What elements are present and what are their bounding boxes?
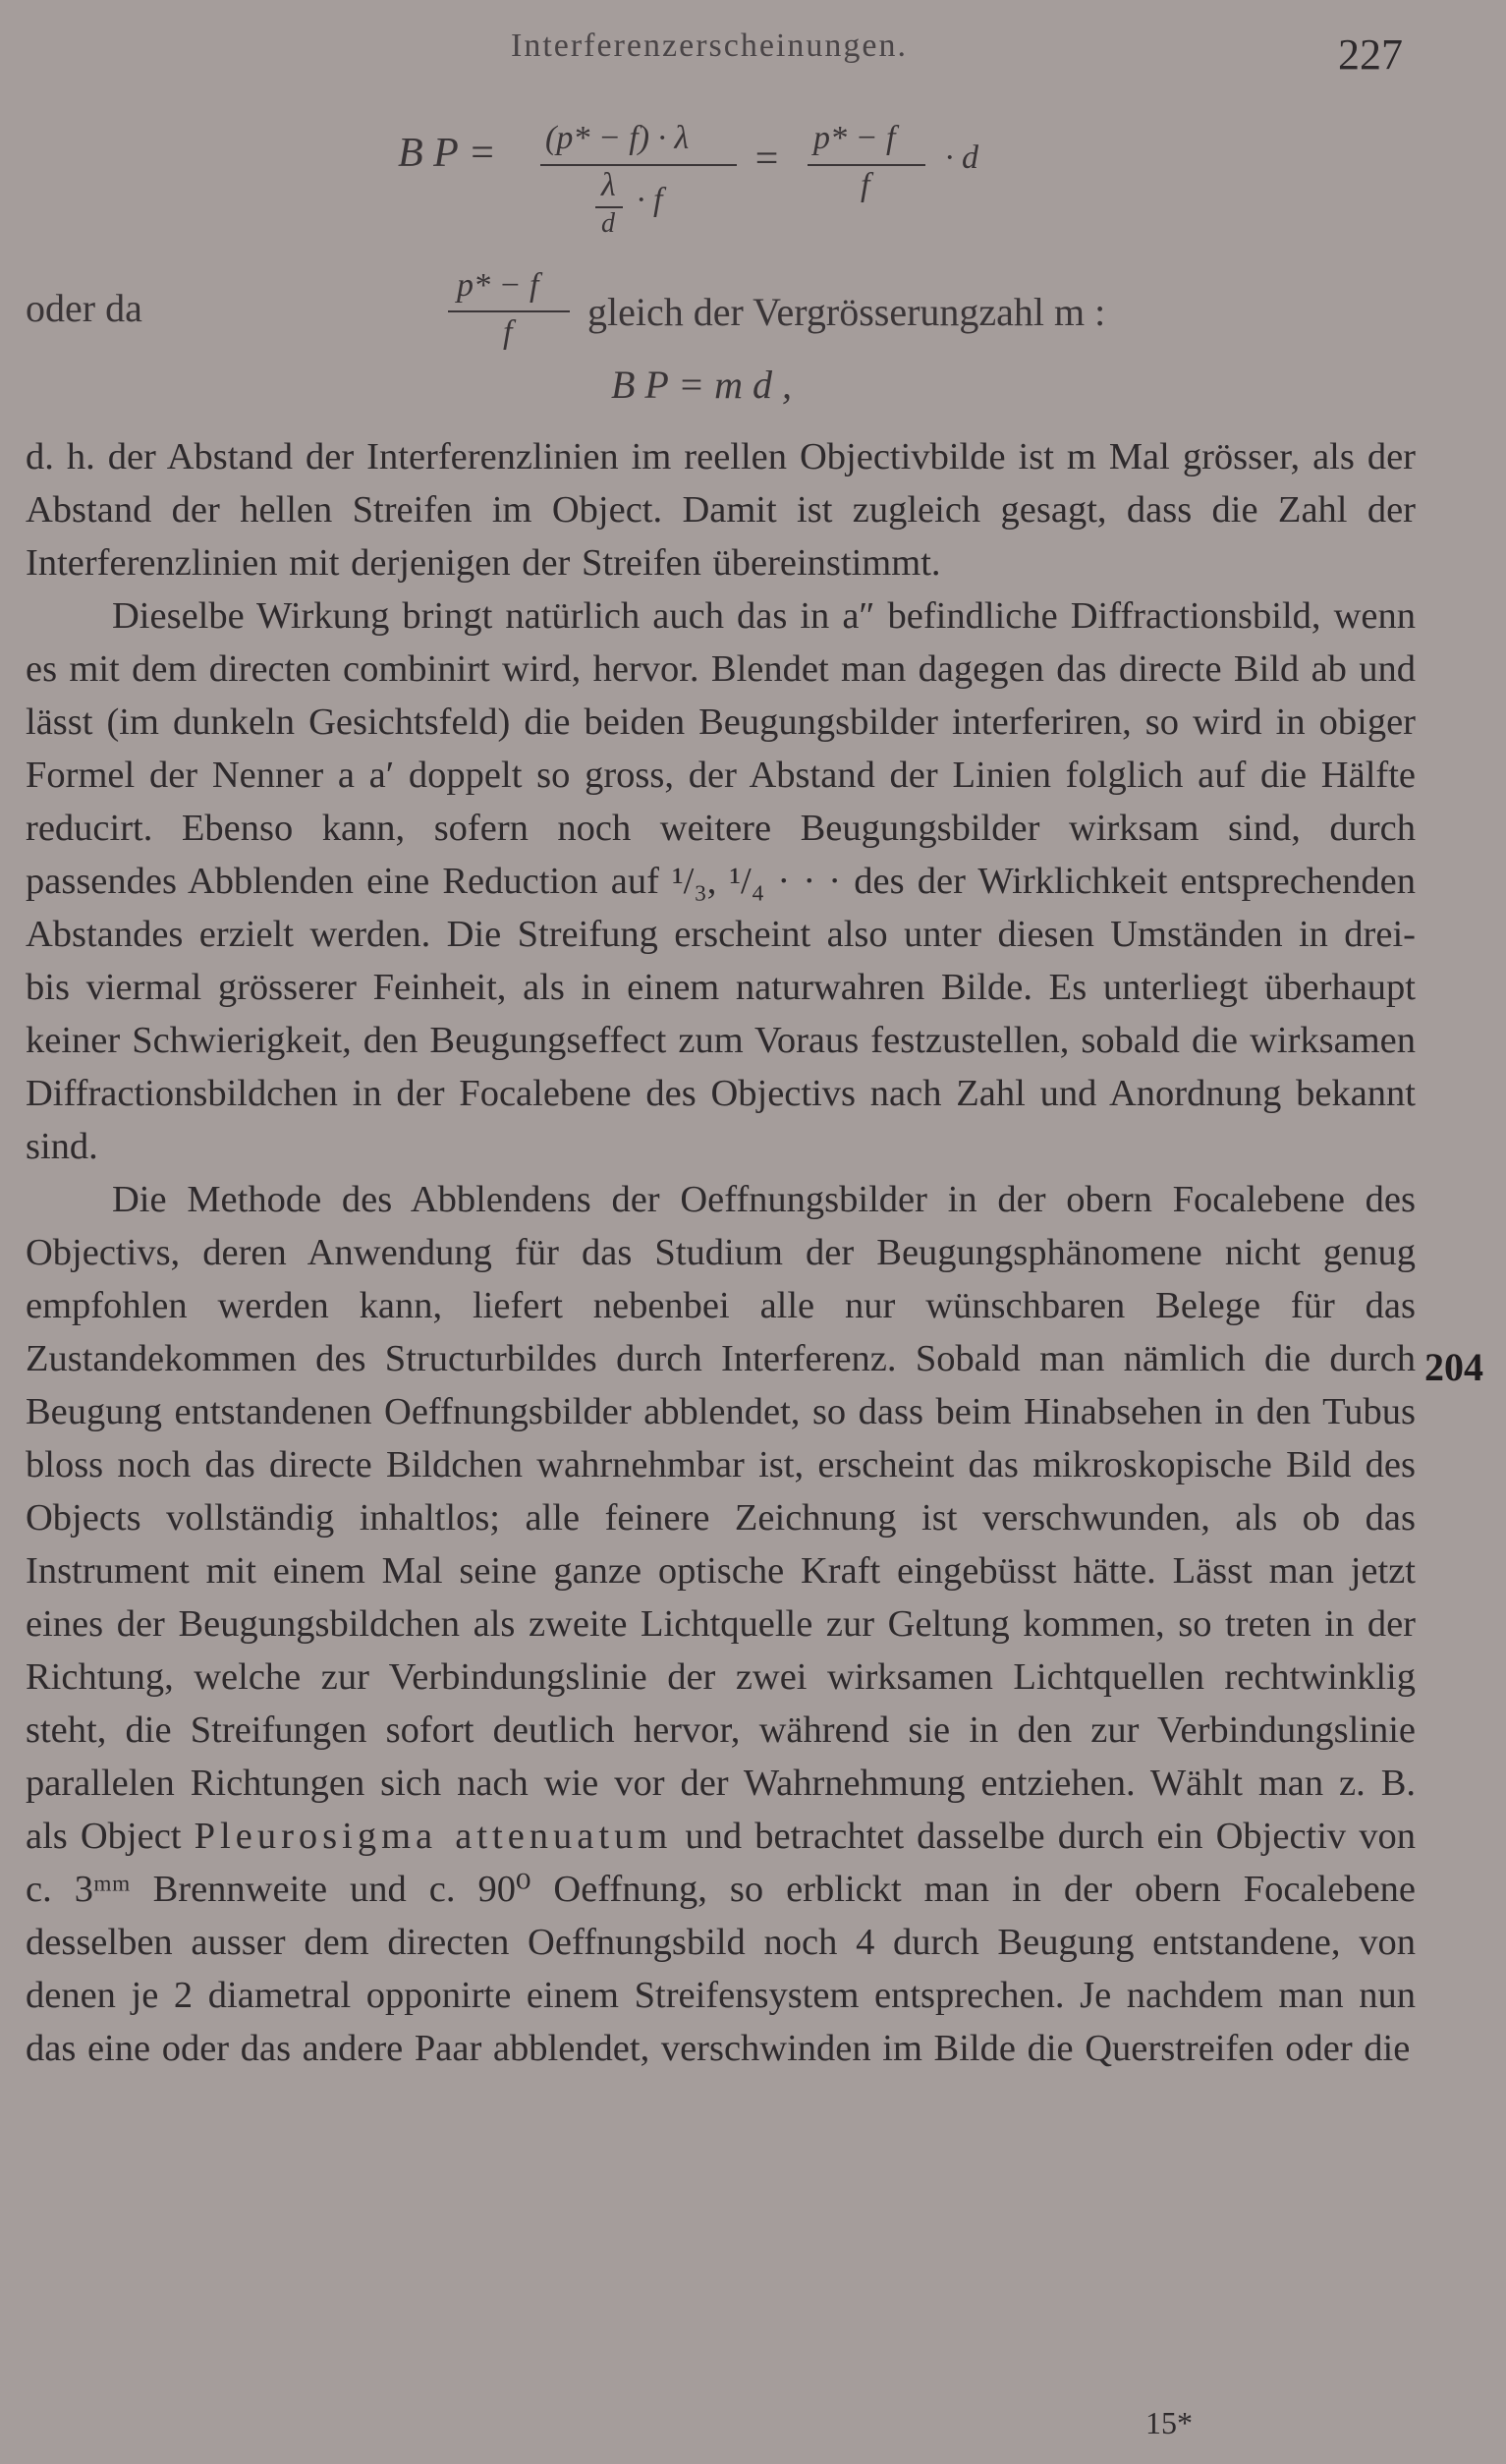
paragraph-3-part-b: und betrachtet dasselbe durch ein Objectiv von c. 3ᵐᵐ Brennweite und c. 90⁰ Oeffnung, so erblickt man in der obern Focalebene desselben ausser dem directen Oeffnungsbild noch 4 durch Beugung entstandene, von denen je 2 diametral opponirte einem Streifensystem entsprechen. Je nachdem man nun das eine oder das andere Paar abblendet, verschwinden im Bilde die Querstreifen oder die: [26, 1816, 1417, 2069]
formula3: B P = m d ,: [611, 363, 793, 407]
margin-number: 204: [1424, 1345, 1483, 1389]
paragraph-2: Dieselbe Wirkung bringt natürlich auch das in a″ befindliche Diffractionsbild, wenn es mit dem directen combinirt wird, hervor. Blendet man dagegen das directe Bild ab und lässt (im dunkeln Gesichtsfeld) die beiden Beugungsbilder interferiren, so wird in obiger Formel der Nenner a a′ doppelt so gross, der Abstand der Linien folglich auf die Hälfte reducirt. Ebenso kann, sofern noch weitere Beugungsbilder wirksam sind, durch passendes Abblenden eine Reduction auf ¹/₃, ¹/₄ · · · des der Wirklichkeit entsprechenden Abstandes erzielt werden. Die Streifung erscheint also unter diesen Umständen in drei- bis viermal grösserer Feinheit, als in einem naturwahren Bilde. Es unterliegt überhaupt keiner Schwierigkeit, den Beugungseffect zum Voraus festzustellen, sobald die wirksamen Diffractionsbildchen in der Focalebene des Objectivs nach Zahl und Anordnung bekannt sind.: [26, 595, 1416, 1167]
signature-mark: 15*: [1145, 2405, 1193, 2440]
formula1-frac2-denominator: f: [861, 167, 870, 203]
formula1-frac1-den-f: · f: [637, 182, 663, 218]
formula1-suffix: · d: [945, 140, 978, 176]
formula1-lhs: B P =: [398, 131, 496, 176]
running-header: Interferenzerscheinungen.: [511, 28, 908, 64]
paragraph-3-part-a: Die Methode des Abblendens der Oeffnungsbilder in der obern Focalebene des Objectivs, deren Anwendung für das Studium der Beugungsphänomene nicht genug empfohlen werden kann, liefert nebenbei alle nur wünschbaren Belege für das Zustandekommen des Structurbildes durch Interferenz. Sobald man nämlich die durch Beugung entstandenen Oeffnungsbilder abblendet, so dass beim Hinabsehen in den Tubus bloss noch das directe Bildchen wahrnehmbar ist, erscheint das mikroskopische Bild des Objects vollständig inhaltlos; alle feinere Zeichnung ist verschwunden, als ob das Instrument mit einem Mal seine ganze optische Kraft eingebüsst hätte. Lässt man jetzt eines der Beugungsbildchen als zweite Lichtquelle zur Geltung kommen, so treten in der Richtung, welche zur Verbindungslinie der zwei wirksamen Lichtquellen rechtwinklig steht, die Streifungen sofort deutlich hervor, während sie in den zur Verbindungslinie parallelen Richtungen sich nach wie vor der Wahrnehmung entziehen. Wählt man z. B. als Object: [26, 1179, 1416, 1857]
formula1-frac1-line: [540, 164, 737, 166]
species-name: Pleurosigma attenuatum: [194, 1816, 673, 1857]
paragraph-1: d. h. der Abstand der Interferenzlinien im reellen Objectivbilde ist m Mal grösser, als der Abstand der hellen Streifen im Object. Damit ist zugleich gesagt, dass die Zahl der Interferenzlinien mit derjenigen der Streifen übereinstimmt.: [26, 436, 1416, 584]
formula1-equals: =: [753, 137, 781, 182]
formula2-text: gleich der Vergrösserungzahl m :: [587, 290, 1106, 334]
formula2-numerator: p* − f: [457, 267, 539, 304]
formula1-frac1-numerator: (p* − f) · λ: [545, 120, 690, 156]
formula1-frac2-line: [808, 164, 925, 166]
formula1-frac2-numerator: p* − f: [813, 120, 896, 156]
formula1-frac1-den-d: d: [601, 208, 615, 239]
formula2-frac-line: [448, 310, 570, 312]
body-text: [26, 430, 1416, 2075]
formula1-frac1-den-lambda: λ: [601, 167, 616, 203]
paragraph-3: [26, 1173, 1416, 2075]
formula2-prefix: oder da: [26, 286, 142, 330]
page-number: 227: [1338, 30, 1403, 79]
formula2-denominator: f: [503, 314, 513, 351]
